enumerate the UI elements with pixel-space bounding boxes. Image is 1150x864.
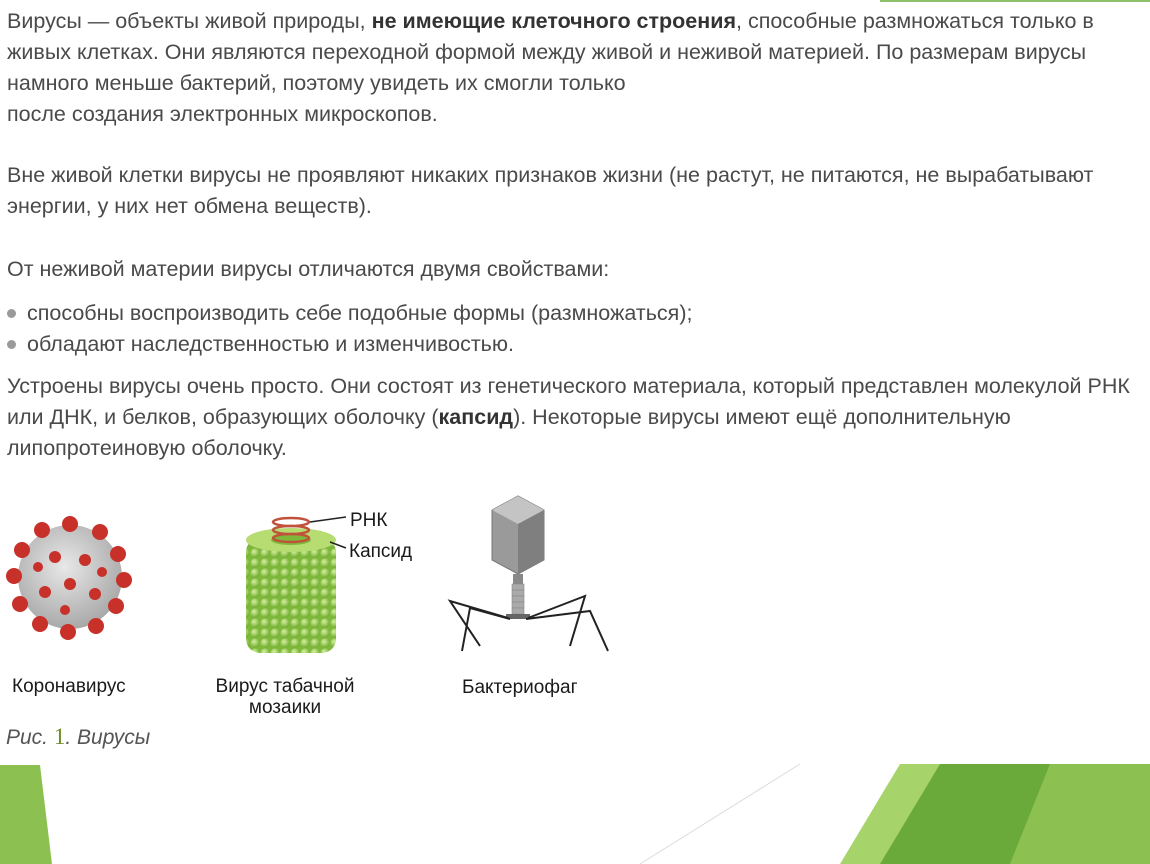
- list-item-text: способны воспроизводить себе подобные формы (размножаться);: [27, 301, 693, 325]
- top-accent-line: [880, 0, 1150, 2]
- text-span: ). Некоторые вирусы имеют ещё дополнительную липопротеиновую оболочку.: [7, 405, 1011, 460]
- capsid-label: Капсид: [349, 541, 413, 562]
- bacteriophage-illustration: [440, 486, 615, 656]
- figure-caption: [6, 724, 150, 750]
- bold-term-capsid: капсид: [438, 405, 514, 429]
- coronavirus-illustration: [0, 512, 145, 642]
- bullet-icon: [7, 340, 16, 349]
- caption-prefix: Рис.: [6, 726, 54, 749]
- decor-line: [640, 764, 800, 864]
- rnk-label: РНК: [350, 510, 388, 531]
- text-line: после создания электронных микроскопов.: [7, 102, 438, 126]
- tobacco-mosaic-label: [200, 676, 370, 718]
- decor-triangle-left: [0, 765, 52, 864]
- paragraph-structure: [7, 371, 1140, 464]
- caption-number: 1: [53, 724, 66, 749]
- label-line: мозаики: [248, 697, 322, 718]
- label-line: Вирус табачной: [215, 676, 355, 697]
- paragraph-outside-cell: [7, 160, 1140, 222]
- text-span: Устроены вирусы очень просто. Они состоят из генетического материала, который представлен молекулой РНК или ДНК, и белков, образующих оболочку (: [7, 374, 1130, 429]
- slide-decoration: [0, 760, 1150, 864]
- list-item: [7, 329, 1140, 360]
- bacteriophage-label: Бактериофаг: [462, 677, 578, 698]
- text-line: От неживой материи вирусы отличаются двумя свойствами:: [7, 257, 610, 281]
- text-line: Вне живой клетки вирусы не проявляют никаких признаков жизни (не растут, не питаются, не вырабатывают энергии, у них нет обмена веществ).: [7, 163, 1094, 218]
- text-span: , способные размножаться только в живых клетках. Они являются переходной формой между живой и неживой материей. По размерам вирусы намного меньше бактерий, поэтому увидеть их смогли только: [7, 9, 1094, 95]
- bullet-icon: [7, 309, 16, 318]
- list-item: [7, 298, 1140, 329]
- paragraph-properties-intro: [7, 254, 1140, 285]
- bold-term-acellular: не имеющие клеточного строения: [371, 9, 737, 33]
- paragraph-intro: [7, 6, 1140, 130]
- tobacco-mosaic-virus-illustration: [240, 508, 350, 658]
- caption-suffix: . Вирусы: [65, 726, 151, 749]
- bullet-list: [7, 298, 1140, 360]
- list-item-text: обладают наследственностью и изменчивостью.: [27, 332, 514, 356]
- coronavirus-label: Коронавирус: [12, 676, 126, 697]
- text-span: Вирусы — объекты живой природы,: [7, 9, 372, 33]
